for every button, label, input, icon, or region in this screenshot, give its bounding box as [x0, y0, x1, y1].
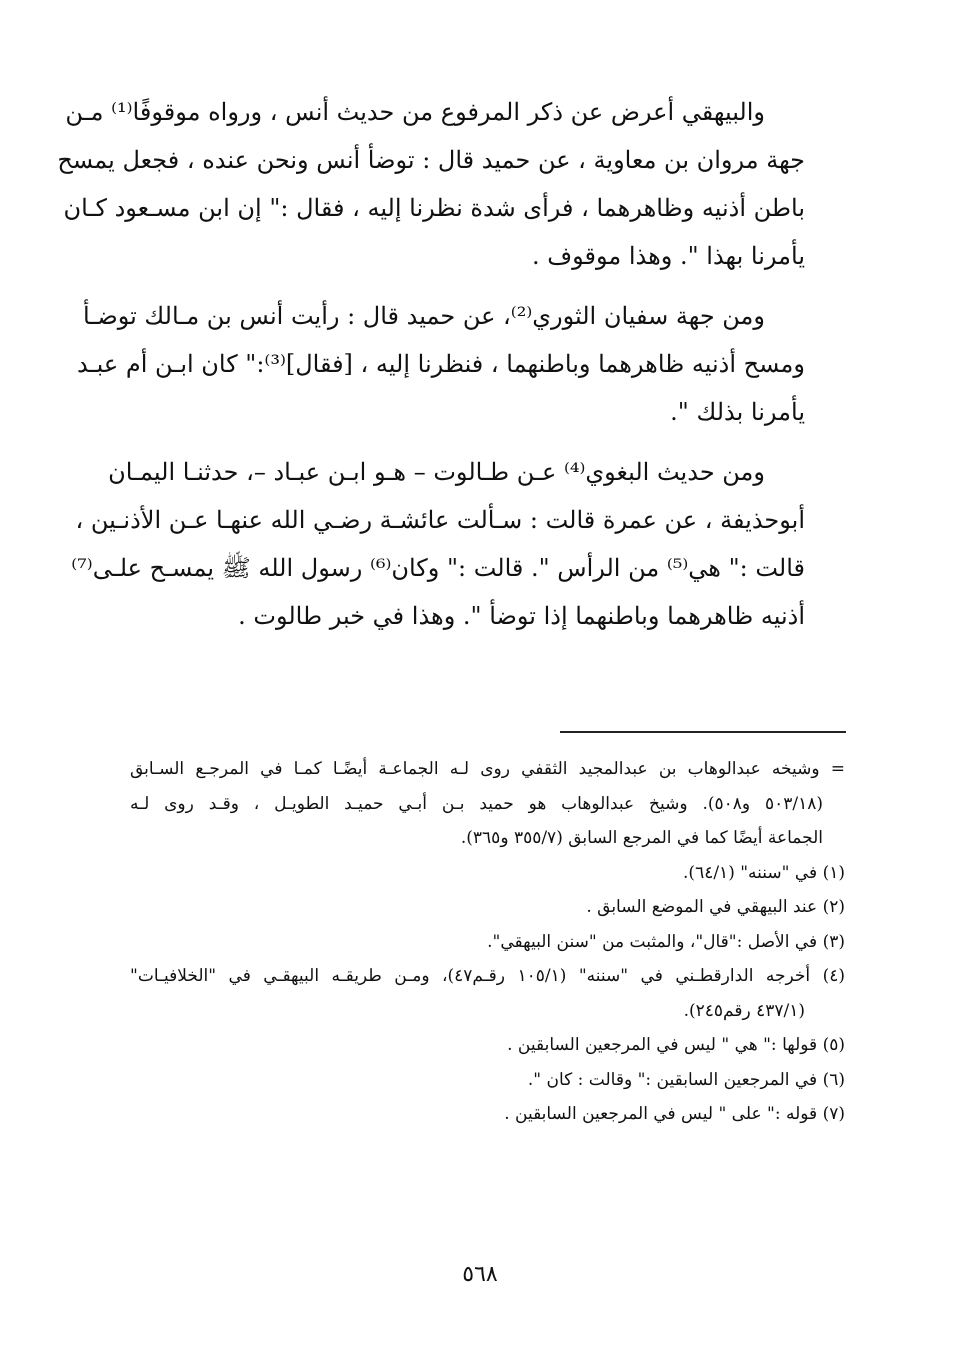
text-line: ومن جهة سفيان الثوري⁽²⁾، عن حميد قال : رأيت أنس بن مـالك توضـأ [83, 302, 765, 330]
text-line: يأمرنا بهذا ". وهذا موقوف . [531, 242, 805, 270]
footnote-3: (٣) في الأصل :"قال"، والمثبت من "سنن البيهقي". [487, 931, 845, 952]
text-line: باطن أذنيه وظاهرهما ، فرأى شدة نظرنا إليه ، فقال :" إن ابن مسـعود كـان [63, 194, 805, 222]
footnote-2: (٢) عند البيهقي في الموضع السابق . [586, 897, 845, 917]
page-number: ٥٦٨ [462, 1262, 498, 1287]
footnote-continuation-line: الجماعة أيضًا كما في المرجع السابق (٣٥٥/٧ و٣٦٥). [460, 828, 823, 848]
footnote-4: (٤) أخرجه الدارقطـني في "سننه" (١٠٥/١ رقـم٤٧)، ومـن طريقـه البيهقـي في "الخلافيـات" [130, 966, 845, 986]
footnote-5: (٥) قولها :" هي " ليس في المرجعين السابقين . [507, 1035, 845, 1055]
footnotes [130, 752, 845, 1132]
paragraph-3 [71, 448, 845, 640]
text-line: أبوحذيفة ، عن عمرة قالت : سـألت عائشـة رضـي الله عنهـا عـن الأذنـين ، [75, 506, 805, 534]
text-line: يأمرنا بذلك ". [670, 398, 805, 426]
footnote-7: (٧) قوله :" على " ليس في المرجعين السابقين . [504, 1104, 845, 1124]
text-line: أذنيه ظاهرهما وباطنهما إذا توضأ ". وهذا في خبر طالوت . [238, 602, 805, 630]
footnote-separator [560, 731, 846, 733]
text-line: ومسح أذنيه ظاهرهما وباطنهما ، فنظرنا إليه ، [فقال]⁽³⁾:" كان ابـن أم عبـد [77, 350, 805, 378]
footnote-continuation-line: = وشيخه عبدالوهاب بن عبدالمجيد الثقفي روى لـه الجماعـة أيضًـا كمـا في المرجـع السـابق [130, 759, 845, 779]
paragraph-1 [57, 88, 845, 280]
footnote-6: (٦) في المرجعين السابقين :" وقالت : كان ". [527, 1069, 845, 1090]
text-line: والبيهقي أعرض عن ذكر المرفوع من حديث أنس ، ورواه موقوفًا⁽¹⁾ مـن [65, 98, 765, 126]
text-line: جهة مروان بن معاوية ، عن حميد قال : توضأ أنس ونحن عنده ، فجعل يمسح [57, 146, 805, 174]
footnote-continuation-line: (٥٠٣/١٨ و٥٠٨). وشيخ عبدالوهاب هو حميد بـن أبـي حميـد الطويـل ، وقـد روى لـه [130, 793, 823, 814]
text-line: قالت :" هي⁽⁵⁾ من الرأس ". قالت :" وكان⁽⁶⁾ رسول الله ﷺ يمسـح علـى⁽⁷⁾ [71, 554, 805, 582]
footnote-4-continuation: (٤٣٧/١ رقم٢٤٥). [683, 1000, 805, 1021]
main-text [57, 88, 845, 652]
paragraph-2 [77, 292, 845, 436]
text-line: ومن حديث البغوي⁽⁴⁾ عـن طـالوت – هـو ابـن عبـاد –، حدثنـا اليمـان [108, 458, 765, 486]
footnote-1: (١) في "سننه" (٦٤/١). [683, 862, 845, 883]
